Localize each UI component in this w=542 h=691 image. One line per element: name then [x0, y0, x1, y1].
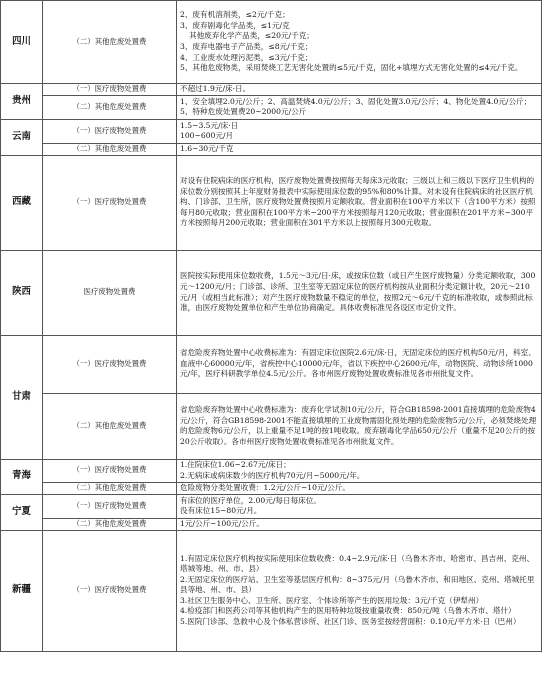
province-cell: 甘肃 — [1, 335, 43, 459]
table-row-yunnan-other — [1, 143, 542, 155]
table-row-sichuan-other — [1, 1, 542, 84]
category-cell: （一）医疗废物处置费 — [43, 119, 177, 143]
fee-description-cell: 1.有固定床位医疗机构按实际使用床位数收费：0.4~2.9元/床·日（乌鲁木齐市、哈密市、昌吉州、克州、塔城等地、州、市、县） 2.无固定床位的医疗站、卫生室等基层医疗机构：8~375元/月（乌鲁木齐市、和田地区、克州、塔城托里县等地、州、市、县） 3.社区卫生服务中心、卫生所、医疗室、个体诊所等产生的医用垃圾：3元/千克（伊犁州） 4.检疫部门和医药公司等其他机构产生的医用特种垃圾按重量收费：850元/吨（乌鲁木齐市、塔什） 5.医院门诊部、急救中心及个体私营诊所、社区门诊、医务室按经营面积：0.10元/平方米·日（巴州） — [177, 530, 542, 651]
fee-description-cell: 1元/公斤~100元/公斤。 — [177, 518, 542, 530]
category-cell: （二）其他危废处置费 — [43, 1, 177, 84]
province-cell: 新疆 — [1, 530, 43, 651]
category-cell: （一）医疗废物处置费 — [43, 84, 177, 96]
fee-line: 没有床位15~80元/月。 — [180, 506, 262, 516]
table-row-gansu-medical — [1, 335, 542, 393]
fee-description-cell: 省危险废弃物处置中心收费标准为：废弃化学试剂10元/公斤，符合GB18598-2001直接填埋的危险废物4元/公斤，符合GB18598-2001不能直接填埋的工业废物需固化预处理的危险废物5元/公斤，必须焚烧处理的危险废物6元/公斤，以上重量不足1吨的按1吨收取。废弃剧毒化学品650元/公斤（重量不足20公斤的按20公斤收取）。各市州医疗废物处置收费标准见各市州批复文件。 — [177, 393, 542, 459]
fee-line: 其他废弃化学产品类，≤20元/千克； — [189, 31, 314, 41]
category-cell: （一）医疗废物处置费 — [43, 335, 177, 393]
table-row-xinjiang-medical — [1, 530, 542, 651]
fee-line: 3、废弃电器电子产品类，≤8元/千克； — [180, 42, 313, 51]
category-cell: （一）医疗废物处置费 — [43, 494, 177, 518]
category-cell: （一）医疗废物处置费 — [43, 155, 177, 250]
table-row-guizhou-medical — [1, 84, 542, 96]
fee-description-cell: 危险废物分类处置收费：1.2元/公斤~10元/公斤。 — [177, 482, 542, 494]
province-cell: 陕西 — [1, 250, 43, 335]
province-cell: 云南 — [1, 119, 43, 155]
fee-line: 5、其他危废物类，采用焚烧工艺无害化处置的≤5元/千克，固化+填埋方式无害化处置的≤4元/千克。 — [180, 63, 523, 73]
fee-line: 2、废有机溶剂类，≤2元/千克； — [180, 10, 290, 20]
fee-description-cell: 医院按实际使用床位数收费，1.5元～3元/日·床，或按床位数（或日产生医疗废物量）分类定额收取，300元～1200元/月；门诊部、诊所、卫生室等无固定床位的医疗机构按从业面积分类定额计收，20元～210元/月（或相当此标准）；对产生医疗废物数量不稳定的单位，按照2元～6元/千克的标准收取，或参照此标准，由医疗废物处置单位和产生单位协商确定。具体收费标准见各设区市定价文件。 — [177, 250, 542, 335]
fee-description-cell — [177, 1, 542, 84]
category-cell: （一）医疗废物处置费 — [43, 459, 177, 482]
table-row-qinghai-other — [1, 482, 542, 494]
table-row-guizhou-other — [1, 95, 542, 119]
category-cell: （二）其他危废处置费 — [43, 95, 177, 119]
table-row-qinghai-medical — [1, 459, 542, 482]
fee-line: 1.住院床位1.06~2.67元/床日； — [180, 460, 291, 469]
fee-description-cell — [177, 459, 542, 482]
table-row-shaanxi-medical — [1, 250, 542, 335]
table-row-xizang-medical — [1, 155, 542, 250]
fee-description-cell: 对设有住院病床的医疗机构，医疗废物处置费按照每天每床3元收取；三级以上和三级以下医疗卫生机构的床位数分别按照其上年度财务报表中实际使用床位数的95%和80%计算。对未设有住院病床的社区医疗机构、门诊部、卫生所，医疗废物处置费按照月定额收取。营业面积在100平方米以下（含100平方米）按照每月80元收取；营业面积在100平方米~200平方米按照每月120元收取；营业面积在201平方米~300平方米按照每月200元收取；营业面积在301平方米以上按照每月300元收取。 — [177, 155, 542, 250]
fee-line: 4、工业废水处理污泥类，≤3元/千克； — [180, 52, 313, 62]
province-cell: 四川 — [1, 1, 43, 84]
category-cell: （二）其他危废处置费 — [43, 393, 177, 459]
fee-description-cell: 1、安全填埋2.0元/公斤；2、高温焚烧4.0元/公斤；3、固化处置3.0元/公斤；4、物化处置4.0元/公斤；5、特种危废处置费20~2000元/公斤 — [177, 95, 542, 119]
fee-description-cell — [177, 494, 542, 518]
fee-line: 100~600元/月 — [180, 131, 234, 141]
province-cell: 青海 — [1, 459, 43, 494]
province-cell: 宁夏 — [1, 494, 43, 530]
category-cell: 医疗废物处置费 — [43, 250, 177, 335]
table-row-yunnan-medical — [1, 119, 542, 143]
category-cell: （一）医疗废物处置费 — [43, 530, 177, 651]
fee-description-cell: 1.6~30元/千克 — [177, 143, 542, 155]
fee-description-cell: 不超过1.9元/床·日。 — [177, 84, 542, 96]
fee-description-cell — [177, 119, 542, 143]
fee-description-cell: 省危险废弃物处置中心收费标准为：有固定床位医院2.6元/床·日，无固定床位的医疗机构50元/月，科室、血液中心60000元/年，省疾控中心10000元/年，省以下疾控中心2600元/年，动物医院、动物诊所1000元/年，医疗科研教学单位4.5元/公斤。各市州医疗废物处置收费标准见各市州批复文件。 — [177, 335, 542, 393]
table-row-ningxia-other — [1, 518, 542, 530]
category-cell: （二）其他危废处置费 — [43, 143, 177, 155]
category-cell: （二）其他危废处置费 — [43, 482, 177, 494]
fee-line: 2.无病床或病床数少的医疗机构70元/月~5000元/年。 — [180, 470, 365, 480]
category-cell: （二）其他危废处置费 — [43, 518, 177, 530]
fee-line: 有床位的医疗单位，2.00元/每日每床位。 — [180, 495, 321, 505]
table-row-ningxia-medical — [1, 494, 542, 518]
province-cell: 西藏 — [1, 155, 43, 250]
province-cell: 贵州 — [1, 84, 43, 120]
fee-line: 1.5~3.5元/床·日 — [180, 120, 239, 130]
fee-line: 3、废弃剧毒化学品类，≤1元/克 — [180, 20, 290, 30]
table-row-gansu-other — [1, 393, 542, 459]
